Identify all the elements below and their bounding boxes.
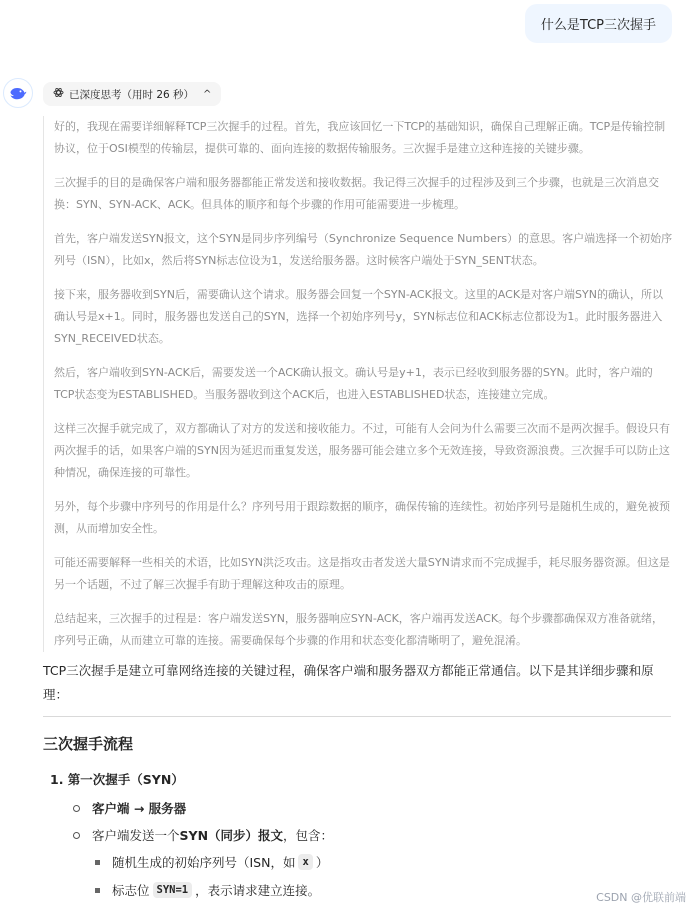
inline-code: SYN=1: [153, 882, 193, 898]
step-1-desc-suffix: ，包含：: [283, 828, 334, 843]
list-item: [95, 881, 320, 899]
bullet-icon: [95, 888, 100, 893]
bullet-icon: [95, 860, 100, 865]
step-1-desc-bold: SYN（同步）报文: [179, 828, 284, 843]
reasoning-paragraph: 总结起来，三次握手的过程是：客户端发送SYN，服务器响应SYN-ACK，客户端再发送ACK。每个步骤都确保双方准备就绪，序列号正确，从而建立可靠的连接。需要确保每个步骤的作用和状态变化都清晰明了，避免混淆。: [54, 612, 664, 647]
atom-icon: [53, 87, 64, 101]
step-1-direction: 客户端 → 服务器: [92, 801, 187, 816]
bullet-icon: [73, 832, 80, 839]
deep-think-label: 已深度思考（用时 26 秒）: [69, 88, 195, 101]
flag-suffix: ，表示请求建立连接。: [195, 883, 321, 898]
list-item: [73, 799, 186, 817]
reasoning-paragraph: 可能还需要解释一些相关的术语，比如SYN洪泛攻击。这是指攻击者发送大量SYN请求而不完成握手，耗尽服务器资源。但这是另一个话题，不过了解三次握手有助于理解这种攻击的原理。: [54, 556, 670, 591]
inline-code: x: [298, 854, 312, 870]
reasoning-block: [43, 116, 673, 652]
chevron-up-icon: ^: [203, 88, 212, 100]
reasoning-paragraph: 这样三次握手就完成了，双方都确认了对方的发送和接收能力。不过，可能有人会问为什么需要三次而不是两次握手。假设只有两次握手的话，如果客户端的SYN因为延迟而重复发送，服务器可能会建立多个无效连接，导致资源浪费。三次握手可以防止这种情况，确保连接的可靠性。: [54, 422, 670, 479]
reasoning-paragraph: 好的，我现在需要详细解释TCP三次握手的过程。首先，我应该回忆一下TCP的基础知识，确保自己理解正确。TCP是传输控制协议，位于OSI模型的传输层，提供可靠的、面向连接的数据传输服务。三次握手是建立这种连接的关键步骤。: [54, 120, 666, 155]
bullet-icon: [73, 805, 80, 812]
reasoning-paragraph: 接下来，服务器收到SYN后，需要确认这个请求。服务器会回复一个SYN-ACK报文。这里的ACK是对客户端SYN的确认，所以确认号是x+1。同时，服务器也发送自己的SYN，选择一个初始序列号y，SYN标志位和ACK标志位都设为1。此时服务器进入SYN_RECEIVED状态。: [54, 288, 663, 345]
deepseek-whale-icon: [3, 78, 33, 108]
answer-intro: TCP三次握手是建立可靠网络连接的关键过程，确保客户端和服务器双方都能正常通信。以下是其详细步骤和原理：: [43, 663, 654, 702]
step-1-desc-prefix: 客户端发送一个: [92, 828, 180, 843]
watermark: CSDN @优联前端: [596, 891, 686, 904]
reasoning-paragraph: 三次握手的目的是确保客户端和服务器都能正常发送和接收数据。我记得三次握手的过程涉及到三个步骤，也就是三次消息交换：SYN、SYN-ACK、ACK。但具体的顺序和每个步骤的作用可能需要进一步梳理。: [54, 176, 659, 211]
divider: [43, 716, 671, 717]
step-1-title: 1. 第一次握手（SYN）: [50, 772, 184, 787]
reasoning-paragraph: 然后，客户端收到SYN-ACK后，需要发送一个ACK确认报文。确认号是y+1，表示已经收到服务器的SYN。此时，客户端的TCP状态变为ESTABLISHED。当服务器收到这个ACK后，也进入ESTABLISHED状态，连接建立完成。: [54, 366, 653, 401]
flag-prefix: 标志位: [112, 883, 150, 898]
isn-prefix: 随机生成的初始序列号（ISN，如: [112, 855, 296, 870]
reasoning-paragraph: 另外，每个步骤中序列号的作用是什么？序列号用于跟踪数据的顺序，确保传输的连续性。初始序列号是随机生成的，避免被预测，从而增加安全性。: [54, 500, 670, 535]
reasoning-paragraph: 首先，客户端发送SYN报文，这个SYN是同步序列编号（Synchronize Sequence Numbers）的意思。客户端选择一个初始序列号（ISN），比如x，然后将SYN标志位设为1，发送给服务器。这时候客户端处于SYN_SENT状态。: [54, 232, 673, 267]
list-item: [95, 853, 328, 871]
deep-think-toggle[interactable]: [43, 82, 221, 106]
isn-suffix: ）: [315, 855, 329, 870]
list-item: [73, 826, 333, 844]
section-heading: 三次握手流程: [43, 735, 134, 753]
user-message-bubble: 什么是TCP三次握手: [525, 4, 672, 43]
